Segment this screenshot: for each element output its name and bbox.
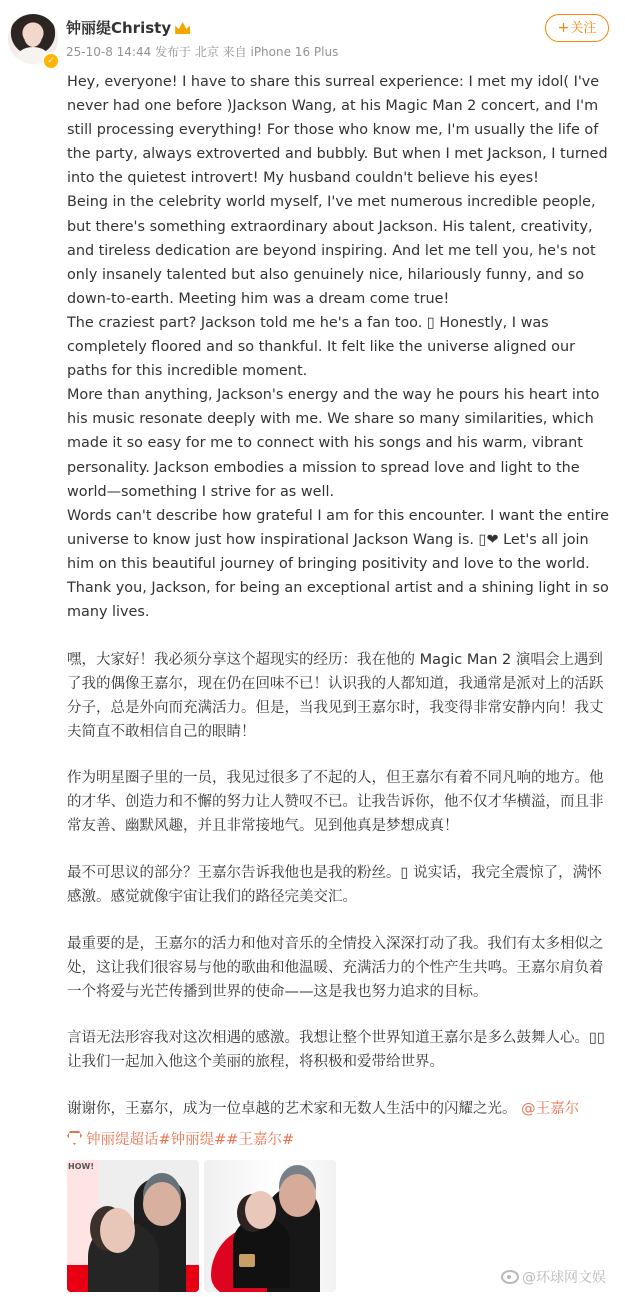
author-name[interactable]: [66, 17, 190, 38]
topic-link-text[interactable]: 钟丽缇超话#钟丽缇##王嘉尔#: [86, 1132, 295, 1148]
english-line: completely floored and so thankful. It felt like the universe aligned our: [67, 339, 575, 356]
english-line: his music resonate deeply with me. We share so many similarities, which: [67, 411, 594, 428]
thank-you-paragraph: [67, 1097, 607, 1121]
english-line: still processing everything! For those who know me, I'm usually the life of: [67, 122, 599, 139]
english-line: Being in the celebrity world myself, I've met numerous incredible people,: [67, 194, 596, 211]
english-line: into the quietest introvert! My husband couldn't believe his eyes!: [67, 170, 539, 187]
mention-link[interactable]: @王嘉尔: [521, 1101, 580, 1117]
english-line: but there's something extraordinary about Jackson. His talent, creativity,: [67, 218, 593, 235]
post-header: [0, 0, 625, 70]
english-line: only insanely talented but also genuinely nice, hilariously funny, and so: [67, 266, 585, 283]
english-post-body: [67, 70, 607, 624]
post-meta: 25-10-8 14:44 发布于 北京 来自 iPhone 16 Plus: [66, 45, 339, 59]
watermark: [501, 1267, 606, 1287]
watermark-text: @环球网文娱: [522, 1270, 606, 1286]
chinese-paragraph: 最重要的是，王嘉尔的活力和他对音乐的全情投入深深打动了我。我们有太多相似之处，这让我们很容易与他的歌曲和他温暖、充满活力的个性产生共鸣。王嘉尔肩负着一个将爱与光芒传播到世界的使命——这是我也努力追求的目标。: [67, 936, 604, 1000]
post-image-1[interactable]: [67, 1160, 199, 1292]
topic-links[interactable]: [67, 1128, 294, 1149]
photo-sign-text: HOW!: [68, 1162, 94, 1171]
english-line: More than anything, Jackson's energy and the way he pours his heart into: [67, 387, 600, 404]
follow-label: 关注: [570, 21, 597, 36]
english-line: and tireless dedication are beyond inspiring. And let me tell you, he's not: [67, 242, 596, 259]
photo-woman-head: [100, 1208, 135, 1253]
verified-badge-icon: ✓: [42, 52, 60, 70]
english-line: The craziest part? Jackson told me he's a fan too. ▯ Honestly, I was: [67, 314, 549, 331]
english-line: many lives.: [67, 604, 150, 621]
handbag: [239, 1254, 255, 1267]
photo-woman-head: [245, 1191, 276, 1229]
english-line: universe to know just how inspirational Jackson Wang is. ▯❤ Let's all join: [67, 531, 589, 548]
photo-man-head: [279, 1174, 316, 1217]
english-line: paths for this incredible moment.: [67, 363, 308, 380]
english-line: Thank you, Jackson, for being an exceptional artist and a shining light in so: [67, 579, 609, 596]
photo-man-head: [143, 1182, 181, 1226]
english-line: him on this beautiful journey of bringing positivity and love to the world.: [67, 555, 590, 572]
english-line: Hey, everyone! I have to share this surreal experience: I met my idol( I've: [67, 74, 600, 90]
plus-icon: +: [557, 20, 570, 36]
thank-you-text: 谢谢你，王嘉尔，成为一位卓越的艺术家和无数人生活中的闪耀之光。: [67, 1101, 517, 1117]
crown-icon: [175, 22, 190, 34]
english-line: never had one before )Jackson Wang, at his Magic Man 2 concert, and I'm: [67, 98, 599, 115]
english-line: the party, always extroverted and bubbly. But when I met Jackson, I turned: [67, 146, 608, 163]
english-line: down-to-earth. Meeting him was a dream come true!: [67, 290, 450, 307]
post-image-2[interactable]: [204, 1160, 336, 1292]
author-text[interactable]: 钟丽缇Christy: [66, 19, 172, 37]
chinese-paragraph: 作为明星圈子里的一员，我见过很多了不起的人，但王嘉尔有着不同凡响的地方。他的才华、创造力和不懈的努力让人赞叹不已。让我告诉你，他不仅才华横溢，而且非常友善、幽默风趣，并且非常接地气。见到他真是梦想成真！: [67, 770, 604, 834]
chinese-paragraph: 言语无法形容我对这次相遇的感激。我想让整个世界知道王嘉尔是多么鼓舞人心。▯▯ 让我们一起加入他这个美丽的旅程，将积极和爱带给世界。: [67, 1030, 605, 1070]
english-line: personality. Jackson embodies a mission to spread love and light to the: [67, 459, 580, 476]
diamond-icon: [67, 1131, 82, 1145]
english-line: world—something I strive for as well.: [67, 483, 335, 500]
chinese-paragraph: 最不可思议的部分？王嘉尔告诉我他也是我的粉丝。▯ 说实话，我完全震惊了，满怀感激。感觉就像宇宙让我们的路径完美交汇。: [67, 865, 602, 905]
follow-button[interactable]: [545, 14, 609, 42]
chinese-paragraph: 嘿，大家好！我必须分享这个超现实的经历：我在他的 Magic Man 2 演唱会上遇到了我的偶像王嘉尔，现在仍在回味不已！认识我的人都知道，我通常是派对上的活跃分子，总是外向而充满活力。但是，当我见到王嘉尔时，我变得非常安静内向！我丈夫简直不敢相信自己的眼睛！: [67, 652, 604, 740]
weibo-icon: [501, 1270, 519, 1284]
avatar-face: [24, 25, 42, 47]
english-line: Words can't describe how grateful I am for this encounter. I want the entire: [67, 507, 609, 524]
english-line: made it so easy for me to connect with his songs and his warm, vibrant: [67, 435, 583, 452]
